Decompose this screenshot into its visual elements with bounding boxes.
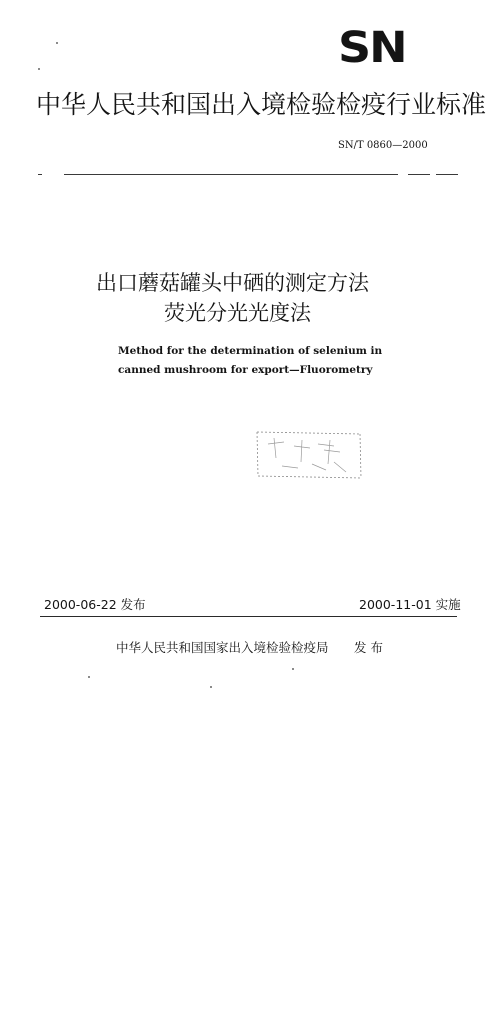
issue-action: 发 布 (354, 640, 383, 655)
rule-gap (42, 172, 64, 177)
title-chinese-line-1: 出口蘑菇罐头中硒的测定方法 (96, 271, 369, 295)
title-chinese-line-2: 荧光分光光度法 (164, 301, 311, 325)
scan-speck (292, 668, 294, 670)
standard-code: SN/T 0860—2000 (338, 140, 428, 151)
title-english-line-2: canned mushroom for export—Fluorometry (118, 364, 373, 376)
scan-speck (88, 676, 90, 678)
header-rule (38, 174, 458, 175)
title-english-line-1: Method for the determination of selenium in (118, 345, 383, 357)
standard-category-title: 中华人民共和国出入境检验检疫行业标准 (36, 90, 487, 119)
scan-speck (56, 42, 58, 44)
rule-gap (398, 172, 408, 177)
scan-speck (38, 68, 40, 70)
footer-rule (40, 616, 457, 617)
sn-logo: SN (338, 22, 406, 72)
faint-stamp-mark (254, 428, 364, 480)
rule-gap (430, 172, 436, 177)
scan-speck (210, 686, 212, 688)
issue-date: 2000-06-22 发布 (44, 597, 146, 612)
issuing-authority: 中华人民共和国国家出入境检验检疫局 (116, 640, 329, 655)
implementation-date: 2000-11-01 实施 (359, 597, 461, 612)
